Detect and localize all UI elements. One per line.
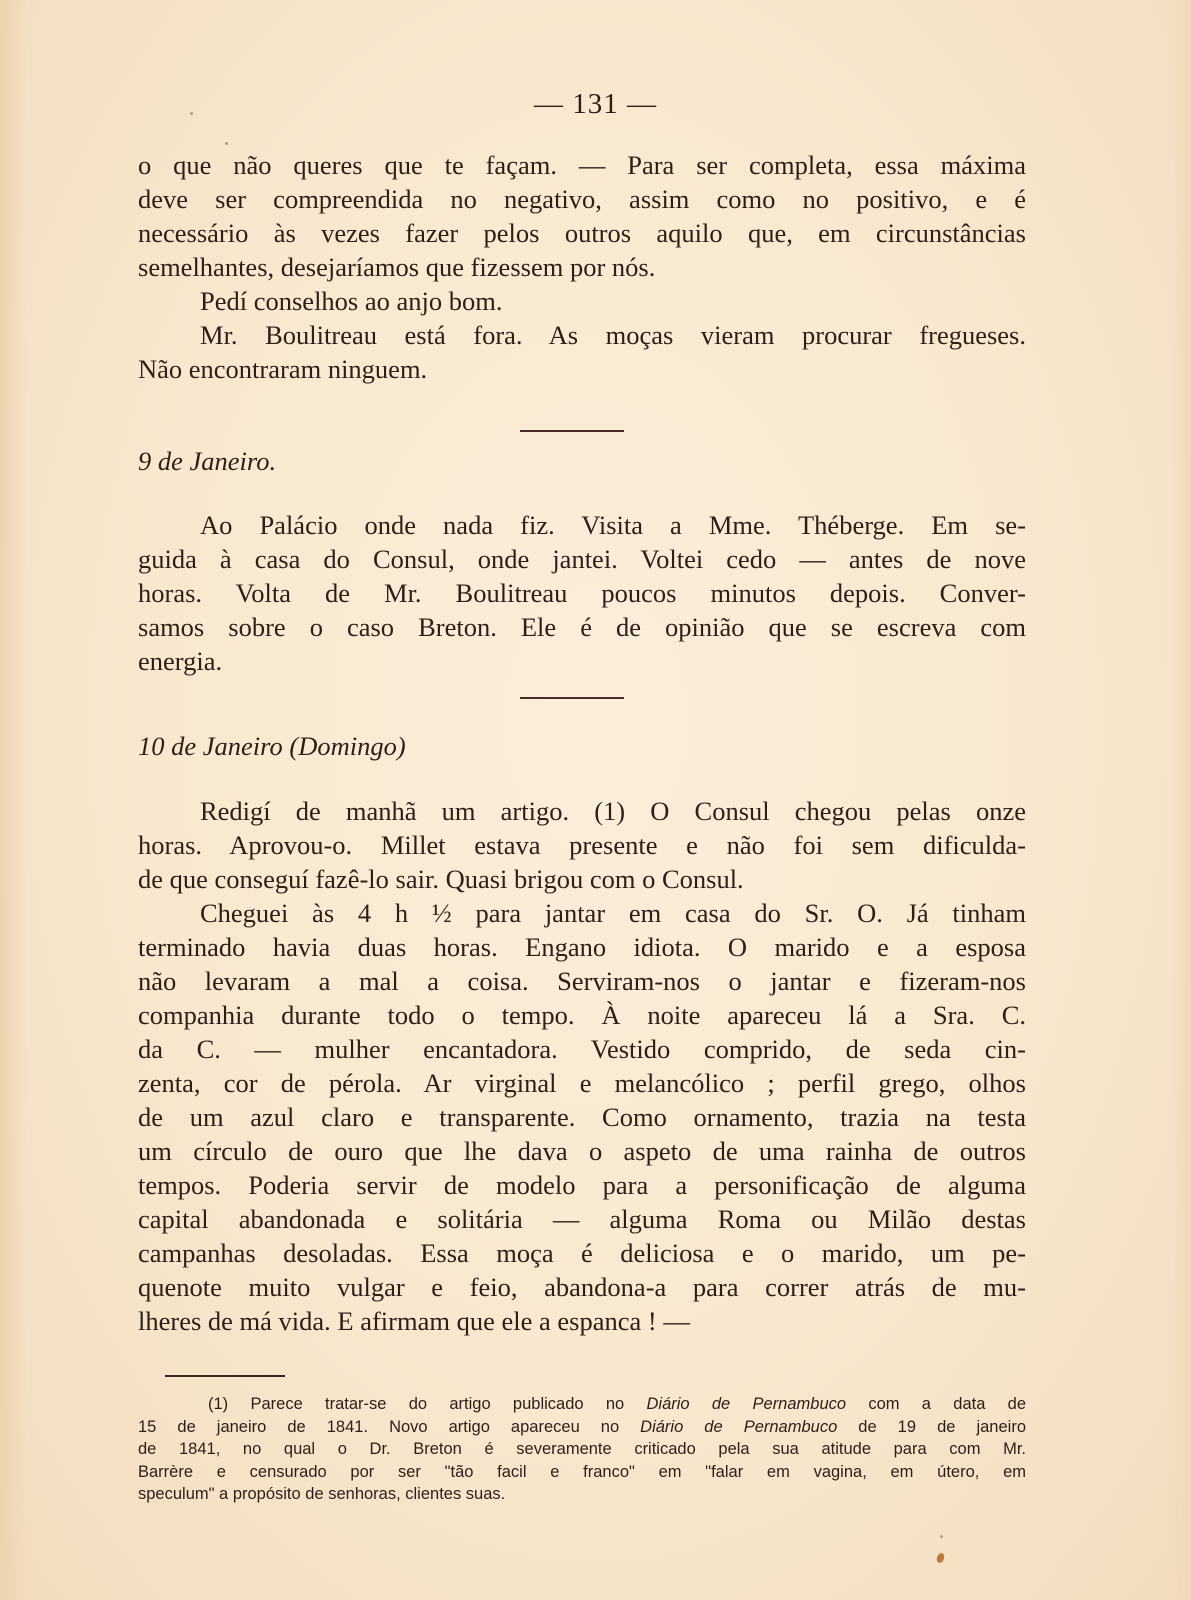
text-line: energia. [138, 646, 223, 676]
text-line: Mr. Boulitreau está fora. As moças vieram procurar fregueses. [200, 320, 1026, 350]
entry-heading-jan10 [138, 731, 406, 762]
text-line: semelhantes, desejaríamos que fizessem por nós. [138, 252, 656, 282]
paper-speck [225, 142, 228, 145]
text-line: de que conseguí fazê-lo sair. Quasi brigou com o Consul. [138, 864, 744, 894]
footnote-line: speculum" a propósito de senhoras, clientes suas. [138, 1485, 506, 1503]
text-line: não levaram a mal a coisa. Serviram-nos o jantar e fizeram-nos [138, 966, 1026, 996]
text-line: samos sobre o caso Breton. Ele é de opinião que se escreva com [138, 612, 1026, 642]
newspaper-title: Diário de Pernambuco [646, 1395, 847, 1413]
text-line: necessário às vezes fazer pelos outros aquilo que, em circunstâncias [138, 218, 1026, 248]
text-line: um círculo de ouro que lhe dava o aspeto de uma rainha de outros [138, 1136, 1026, 1166]
footnote-line: Barrère e censurado por ser "tão facil e franco" em "falar em vagina, em útero, em [138, 1462, 1026, 1481]
footnote [138, 1393, 1026, 1506]
text-line: Cheguei às 4 h ½ para jantar em casa do Sr. O. Já tinham [200, 898, 1026, 928]
text-line: companhia durante todo o tempo. À noite apareceu lá a Sra. C. [138, 1000, 1026, 1030]
intro-paragraphs [138, 148, 1026, 386]
text-line: horas. Volta de Mr. Boulitreau poucos minutos depois. Conver- [138, 578, 1026, 608]
section-divider [520, 430, 624, 432]
text-line: quenote muito vulgar e feio, abandona-a para correr atrás de mu- [138, 1272, 1026, 1302]
newspaper-title: Diário de Pernambuco [640, 1417, 838, 1436]
footnote-divider [165, 1375, 285, 1377]
paper-speck [190, 112, 193, 115]
footnote-marker: (1) [208, 1395, 229, 1413]
text-line: Redigí de manhã um artigo. (1) O Consul chegou pelas onze [200, 796, 1026, 826]
entry-jan10-body [138, 794, 1026, 1338]
footnote-line: de 1841, no qual o Dr. Breton é severamente criticado pela sua atitude para com Mr. [138, 1440, 1026, 1458]
text-line: terminado havia duas horas. Engano idiota. O marido e a esposa [138, 932, 1026, 962]
text-line: o que não queres que te façam. — Para ser completa, essa máxima [138, 150, 1026, 180]
text-line: deve ser compreendida no negativo, assim como no positivo, e é [138, 184, 1026, 214]
text-line: capital abandonada e solitária — alguma Roma ou Milão destas [138, 1204, 1026, 1234]
text-line: horas. Aprovou-o. Millet estava presente e não foi sem dificulda- [138, 830, 1026, 860]
text-line: de um azul claro e transparente. Como ornamento, trazia na testa [138, 1102, 1026, 1132]
text-line: da C. — mulher encantadora. Vestido comprido, de seda cin- [138, 1034, 1026, 1064]
text-line: Não encontraram ninguem. [138, 354, 428, 384]
text-line: guida à casa do Consul, onde jantei. Voltei cedo — antes de nove [138, 544, 1026, 574]
text-line: tempos. Poderia servir de modelo para a personificação de alguma [138, 1170, 1026, 1200]
entry-heading-jan9: 9 de Janeiro. [138, 446, 277, 476]
text-line: campanhas desoladas. Essa moça é deliciosa e o marido, um pe- [138, 1238, 1026, 1268]
footnote-line: (1) Parece tratar-se do artigo publicado no Diário de Pernambuco com a data de [208, 1395, 1027, 1413]
paper-speck [940, 1535, 943, 1538]
heading-close: ) [396, 731, 406, 761]
text-line: Ao Palácio onde nada fiz. Visita a Mme. Théberge. Em se- [200, 510, 1026, 540]
page-edge-shadow-right [1169, 0, 1191, 1600]
footnote-line: 15 de janeiro de 1841. Novo artigo apareceu no Diário de Pernambuco de 19 de janeiro [138, 1417, 1026, 1436]
text-line: zenta, cor de pérola. Ar virginal e melancólico ; perfil grego, olhos [138, 1068, 1026, 1098]
text-line: Pedí conselhos ao anjo bom. [200, 286, 503, 316]
heading-day: Domingo [298, 731, 397, 761]
section-divider [520, 697, 624, 699]
paper-stain [936, 1552, 946, 1564]
page-edge-shadow-left [0, 0, 28, 1600]
text-line: lheres de má vida. E afirmam que ele a espanca ! — [138, 1306, 690, 1336]
entry-jan9-body [138, 508, 1026, 678]
heading-date: 10 de Janeiro ( [138, 731, 299, 761]
page-number: — 131 — [534, 88, 657, 120]
